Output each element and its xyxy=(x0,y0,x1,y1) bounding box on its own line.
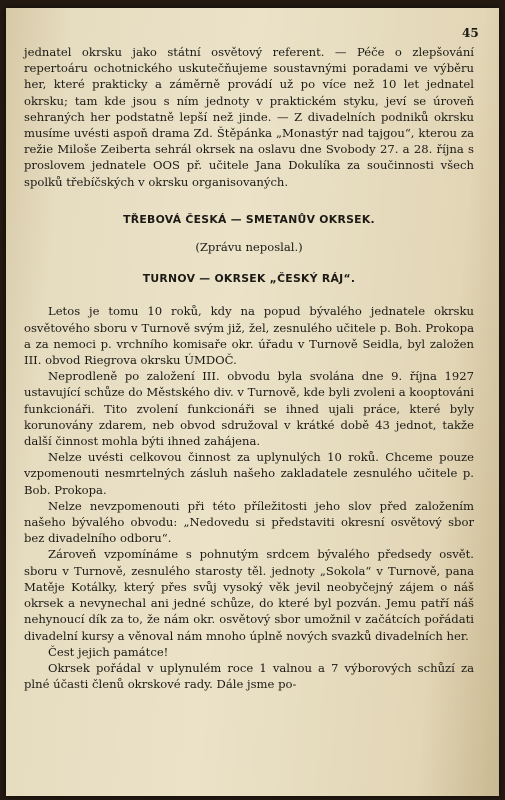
book-page xyxy=(6,8,499,796)
spacer xyxy=(24,190,474,212)
paragraph-memorial: Zároveň vzpomínáme s pohnutým srdcem bývalého předsedy osvět. sboru v Turnově, zesnulého starosty těl. jednoty „Sokola“ v Turnově, pana Matěje Kotálky, který přes svůj vysoký věk jevil neobyčejný zájem o náš okrsek a nevynechal ani jedné schůze, do které byl pozván. Jemu patří náš nehynoucí dík za to, že nám okr. osvětový sbor umožnil v začátcích pořádati divadelní kursy a věnoval nám mnoho úplně nových svazků divadelních her. xyxy=(24,547,474,643)
page-body xyxy=(24,44,474,692)
spacer xyxy=(24,228,474,239)
paragraph-quote: Nelze nevzpomenouti při této příležitosti jeho slov před založením našeho bývalého obvodu: „Nedovedu si představiti okresní osvětový sbor bez divadelního odboru“. xyxy=(24,498,474,546)
paragraph-activity: Nelze uvésti celkovou činnost za uplynulých 10 roků. Chceme pouze vzpomenouti nesmrtelných zásluh našeho zakladatele zesnulého učitele p. Bob. Prokopa. xyxy=(24,450,474,497)
paragraph-repertoire: jednatel okrsku jako státní osvětový referent. — Péče o zlepšování repertoáru ochotnického uskutečňujeme soustavnými poradami ve výběru her, které prakticky a záměrně provádí už po více než 10 let jednatel okrsku; tam kde jsou s ním jednoty v praktickém styku, jeví se úroveň sehraných her podstatně lepší než jinde. — Z divadelních podniků okrsku musíme uvésti aspoň drama Zd. Štěpánka „Monastýr nad tajgou“, kterou za režie Miloše Zeiberta sehrál okrsek na oslavu dne Svobody 27. a 28. října s proslovem jednatele OOS př. učitele Jana Dokulíka za součinnosti všech spolků třebíčských v okrsku organisovaných. xyxy=(24,45,474,189)
spacer xyxy=(24,255,474,271)
section-heading-turnov: TURNOV — OKRSEK „ČESKÝ RÁJ“. xyxy=(142,272,356,286)
section-heading-trebova: TŘEBOVÁ ČESKÁ — SMETANŮV OKRSEK. xyxy=(123,212,375,226)
paragraph-meetings: Okrsek pořádal v uplynulém roce 1 valnou a 7 výborových schůzí za plné účasti členů okrskové rady. Dále jsme po- xyxy=(24,660,474,692)
page-number: 45 xyxy=(462,26,479,40)
note-no-report: (Zprávu neposlal.) xyxy=(195,240,303,255)
paragraph-honor: Čest jejich památce! xyxy=(48,644,169,659)
paragraph-first-meeting: Neprodleně po založení III. obvodu byla svolána dne 9. října 1927 ustavující schůze do Městského div. v Turnově, kde byli zvoleni a kooptováni funkcionáři. Tito zvolení funkcionáři se ihned ujali práce, které byly korunovány zdarem, neb obvod sdružoval v krátké době 43 jednot, takže další činnost mohla býti ihned zahájena. xyxy=(24,369,474,449)
paragraph-founding: Letos je tomu 10 roků, kdy na popud bývalého jednatele okrsku osvětového sboru v Turnově svým již, žel, zesnulého učitele p. Boh. Prokopa a za nemoci p. vrchního komisaře okr. úřadu v Turnově Seidla, byl založen III. obvod Riegrova okrsku ÚMDOČ. xyxy=(24,304,474,368)
spacer xyxy=(24,287,474,303)
